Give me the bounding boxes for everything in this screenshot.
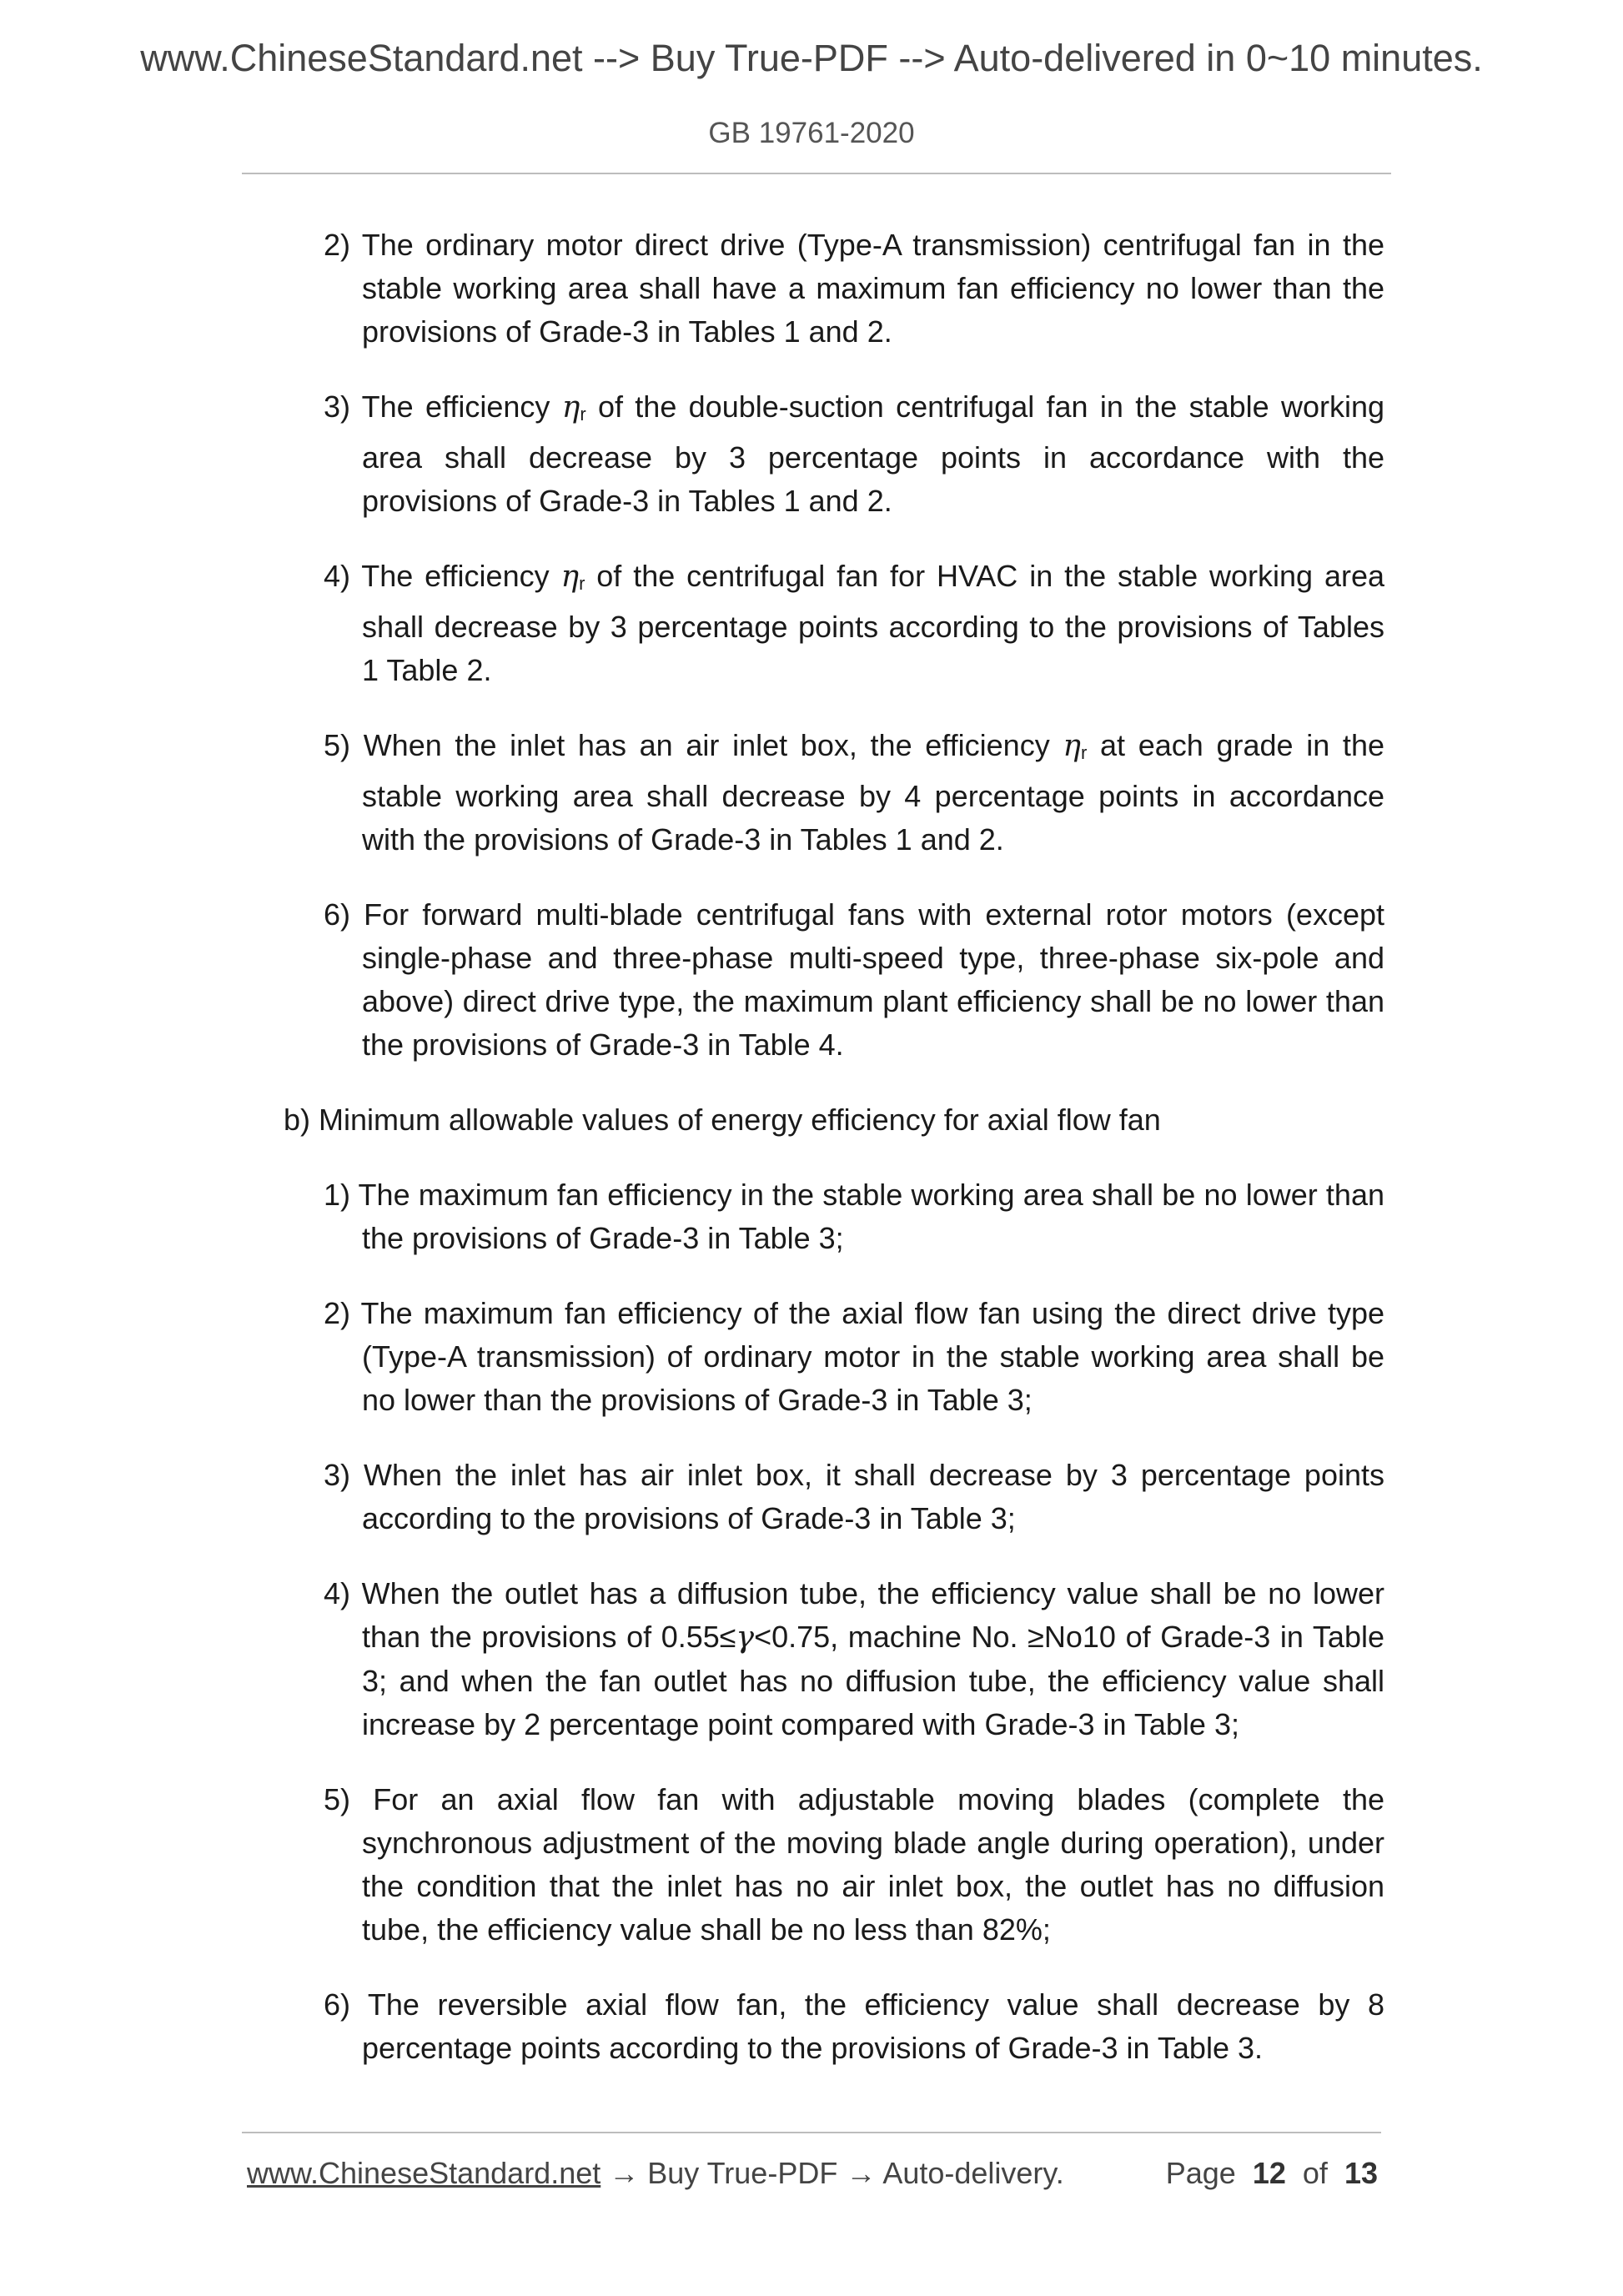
list-item-b5: 5) For an axial flow fan with adjustable moving blades (complete the synchronous adjustment of the moving blade angle during operation), under the condition that the inlet has no air inlet box, the outlet has no diffusion tube, the efficiency value shall be no less than 82%; [324,1782,1384,1947]
header-divider [242,173,1391,174]
promo-text: → Buy True-PDF → Auto-delivery. [600,2156,1064,2190]
item-text: 3) The efficiency [324,389,562,424]
list-item-a3 [324,385,1384,523]
eta-symbol: η [1063,729,1081,763]
item-text: 4) When the outlet has a diffusion tube, the efficiency value shall be no lower than the provisions of 0.55≤ [324,1576,1384,1654]
eta-subscript: r [579,573,585,594]
footer-promo [247,2156,1064,2191]
eta-symbol: η [561,390,580,425]
list-item-a6: 6) For forward multi-blade centrifugal fans with external rotor motors (except single-phase and three-phase multi-speed type, three-phase six-pole and above) direct drive type, the maximum plant efficiency shall be no lower than the provisions of Grade-3 in Table 4. [324,897,1384,1062]
item-text: of the centrifugal fan for HVAC in the stable working area shall decrease by 3 percentage points according to the provisions of Tables 1 Table 2. [362,559,1384,687]
footer-divider [242,2132,1381,2133]
item-text: at each grade in the stable working area shall decrease by 4 percentage points in accordance with the provisions of Grade-3 in Tables 1 and 2. [362,728,1384,857]
item-text: 5) When the inlet has an air inlet box, the efficiency [324,728,1063,762]
eta-subscript: r [1080,742,1088,763]
item-text: <0.75, machine No. ≥No10 of Grade-3 in Table 3; and when the fan outlet has no diffusion tube, the efficiency value shall increase by 2 percentage point compared with Grade-3 in Table 3; [362,1620,1384,1741]
document-body [284,224,1384,2102]
item-text: 4) The efficiency [324,559,561,593]
footer [247,2156,1378,2191]
list-item-b4 [324,1572,1384,1746]
gamma-symbol: γ [736,1620,755,1655]
list-item-a4 [324,555,1384,692]
standard-code: GB 19761-2020 [708,117,915,149]
list-item-a2: 2) The ordinary motor direct drive (Type-A transmission) centrifugal fan in the stable working area shall have a maximum fan efficiency no lower than the provisions of Grade-3 in Tables 1 and 2. [324,228,1384,349]
page-indicator: Page 12 of 13 [1165,2156,1378,2190]
item-text: of the double-suction centrifugal fan in the stable working area shall decrease by 3 percentage points in accordance with the provisions of Grade-3 in Tables 1 and 2. [362,389,1385,518]
section-heading-b: b) Minimum allowable values of energy efficiency for axial flow fan [284,1103,1161,1137]
eta-symbol: η [560,560,580,594]
list-item-b6: 6) The reversible axial flow fan, the efficiency value shall decrease by 8 percentage points according to the provisions of Grade-3 in Table 3. [324,1987,1384,2065]
total-pages: 13 [1344,2156,1378,2190]
list-item-b2: 2) The maximum fan efficiency of the axial flow fan using the direct drive type (Type-A transmission) of ordinary motor in the stable working area shall be no lower than the provisions of Grade-3 in Table 3; [324,1296,1384,1417]
list-item-b3: 3) When the inlet has air inlet box, it shall decrease by 3 percentage points according to the provisions of Grade-3 in Table 3; [324,1458,1384,1535]
list-item-b1: 1) The maximum fan efficiency in the stable working area shall be no lower than the provisions of Grade-3 in Table 3; [324,1178,1384,1255]
site-link[interactable]: www.ChineseStandard.net [247,2156,601,2190]
page-number: 12 [1252,2156,1286,2190]
list-item-a5 [324,724,1384,862]
top-banner: www.ChineseStandard.net --> Buy True-PDF --> Auto-delivered in 0~10 minutes. [140,37,1483,79]
eta-subscript: r [580,404,586,425]
